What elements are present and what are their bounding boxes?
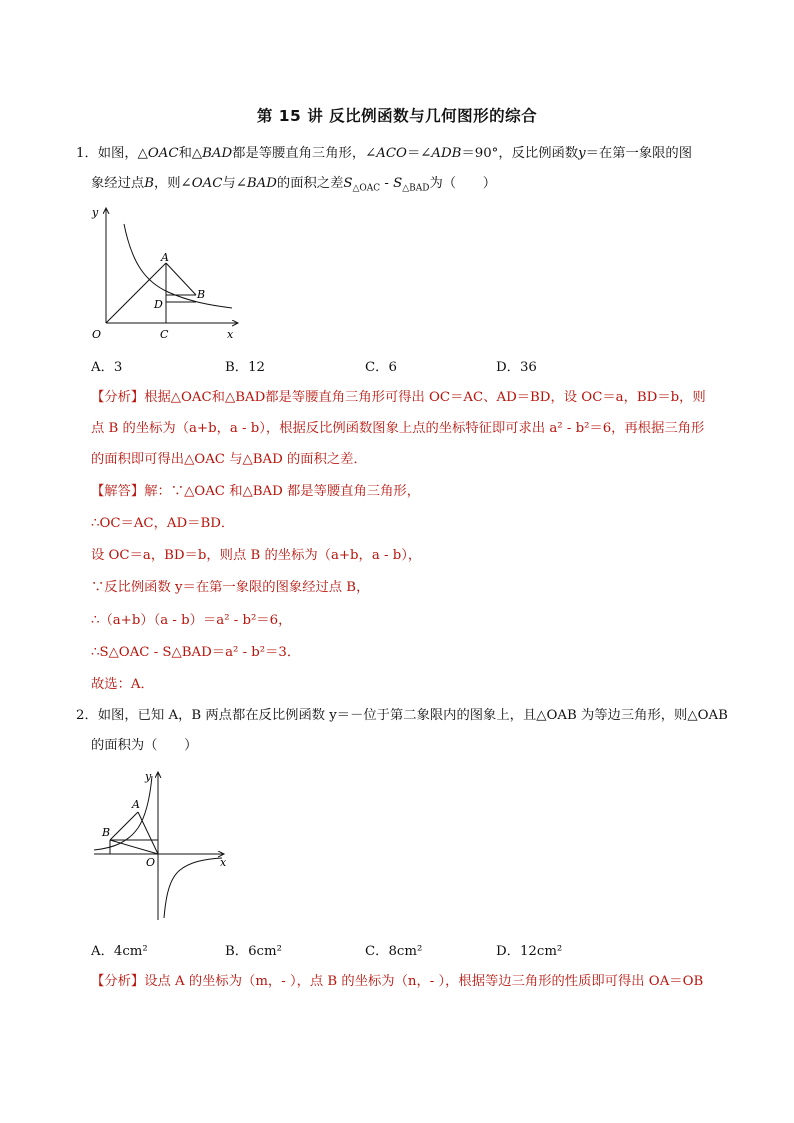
q1-label-D: D [154, 298, 163, 311]
q1-var: ADB [431, 146, 462, 161]
q2-text: 如图，已知 A，B 两点都在反比例函数 y＝－位于第二象限内的图象上，且△OAB 为等边三角形，则△OAB [97, 708, 728, 723]
q2-option-c[interactable]: C．8cm² [365, 944, 423, 959]
q2-hyperbola-q4 [164, 858, 222, 918]
q1-text: 如图，△ [97, 146, 148, 161]
q1-var: S [343, 176, 353, 191]
q1-text: 象经过点 [91, 176, 145, 191]
page-title: 第 15 讲 反比例函数与几何图形的综合 [256, 107, 538, 125]
q2-option-d[interactable]: D．12cm² [496, 944, 563, 959]
q1-var: ACO [376, 146, 407, 161]
q2-stem-line2: 的面积为（ ） [91, 738, 198, 753]
q2-analysis-text: 设点 A 的坐标为（m，- ），点 B 的坐标为（n，- ），根据等边三角形的性质即可得出 OA＝OB [144, 974, 704, 989]
q2-stem-line1 [76, 706, 728, 726]
q2-segment-AB [110, 812, 138, 840]
q1-text: ，则∠ [153, 176, 192, 191]
q1-solution-line1 [91, 482, 420, 502]
q1-analysis-line3: 的面积即可得出△OAC 与△BAD 的面积之差． [91, 452, 367, 467]
q1-option-d[interactable]: D．36 [496, 360, 537, 375]
q1-text: 和△ [178, 146, 203, 161]
q1-var: y [578, 146, 586, 161]
q1-stem-line2 [91, 174, 496, 199]
q1-answer: 故选：A． [91, 677, 154, 692]
q1-step1: ∴OC＝AC，AD＝BD． [91, 516, 235, 531]
q1-option-c[interactable]: C．6 [365, 360, 397, 375]
q1-step2: 设 OC＝a，BD＝b，则点 B 的坐标为（a+b，a - b）， [91, 548, 422, 563]
q1-label-O: O [92, 328, 102, 341]
q1-var: BAD [246, 176, 277, 191]
q2-option-b[interactable]: B．6cm² [225, 944, 282, 959]
q1-text: ＝∠ [406, 146, 432, 161]
q1-segment-OA [106, 263, 166, 323]
q1-option-b[interactable]: B．12 [225, 360, 265, 375]
q1-text: 与∠ [222, 176, 247, 191]
q1-label-y: y [92, 206, 99, 219]
q2-figure [88, 768, 238, 926]
q1-analysis-text: 根据△OAC和△BAD都是等腰直角三角形可得出 OC＝AC、AD＝BD，设 OC＝a，BD＝b，则 [144, 390, 706, 405]
q2-label-x: x [220, 856, 227, 869]
q2-label-B: B [102, 826, 111, 839]
q1-text: ＝在第一象限的图 [585, 146, 693, 161]
q1-figure [88, 202, 248, 342]
q1-text: - [380, 176, 394, 191]
q1-analysis-tag: 【分析】 [91, 390, 145, 405]
q1-stem-line1 [76, 144, 692, 164]
q1-analysis-line2: 点 B 的坐标为（a+b，a - b），根据反比例函数图象上点的坐标特征即可求出 a² - b²＝6，再根据三角形 [91, 421, 705, 436]
q1-var: BAD [202, 146, 233, 161]
q1-step4: ∴（a+b）（a - b）＝a² - b²＝6， [91, 613, 292, 628]
q1-solution-text: 解：∵△OAC 和△BAD 都是等腰直角三角形， [144, 484, 420, 499]
q1-label-x: x [227, 328, 234, 341]
q2-number: 2． [76, 708, 98, 723]
q1-label-B: B [197, 288, 206, 301]
q2-label-A: A [132, 798, 140, 811]
q1-segment-AB [166, 263, 196, 295]
q1-text: 都是等腰直角三角形，∠ [232, 146, 377, 161]
q1-text: 为（ ） [429, 176, 496, 191]
q1-var: B [144, 176, 154, 191]
q1-sub: △BAD [402, 183, 430, 194]
q1-text: 的面积之差 [276, 176, 344, 191]
q2-option-a[interactable]: A．4cm² [91, 944, 148, 959]
q1-step5: ∴S△OAC - S△BAD＝a² - b²＝3． [91, 645, 301, 660]
q2-segment-OA [138, 812, 158, 854]
q1-sub: △OAC [352, 183, 381, 194]
q2-analysis-line1 [91, 972, 703, 992]
q1-text: ＝90°，反比例函数 [461, 146, 579, 161]
q1-solution-tag: 【解答】 [91, 484, 145, 499]
q1-var: OAC [147, 146, 179, 161]
q1-step3: ∵反比例函数 y＝在第一象限的图象经过点 B， [91, 580, 370, 595]
q2-label-O: O [146, 856, 156, 869]
q2-label-y: y [145, 770, 152, 783]
q1-analysis-line1 [91, 388, 706, 408]
q1-label-C: C [160, 328, 169, 341]
q1-var: S [393, 176, 403, 191]
q2-segment-OB [110, 840, 158, 854]
q1-option-a[interactable]: A．3 [91, 360, 123, 375]
q1-number: 1． [76, 146, 98, 161]
q2-analysis-tag: 【分析】 [91, 974, 145, 989]
q1-label-A: A [161, 251, 169, 264]
q1-var: OAC [191, 176, 223, 191]
